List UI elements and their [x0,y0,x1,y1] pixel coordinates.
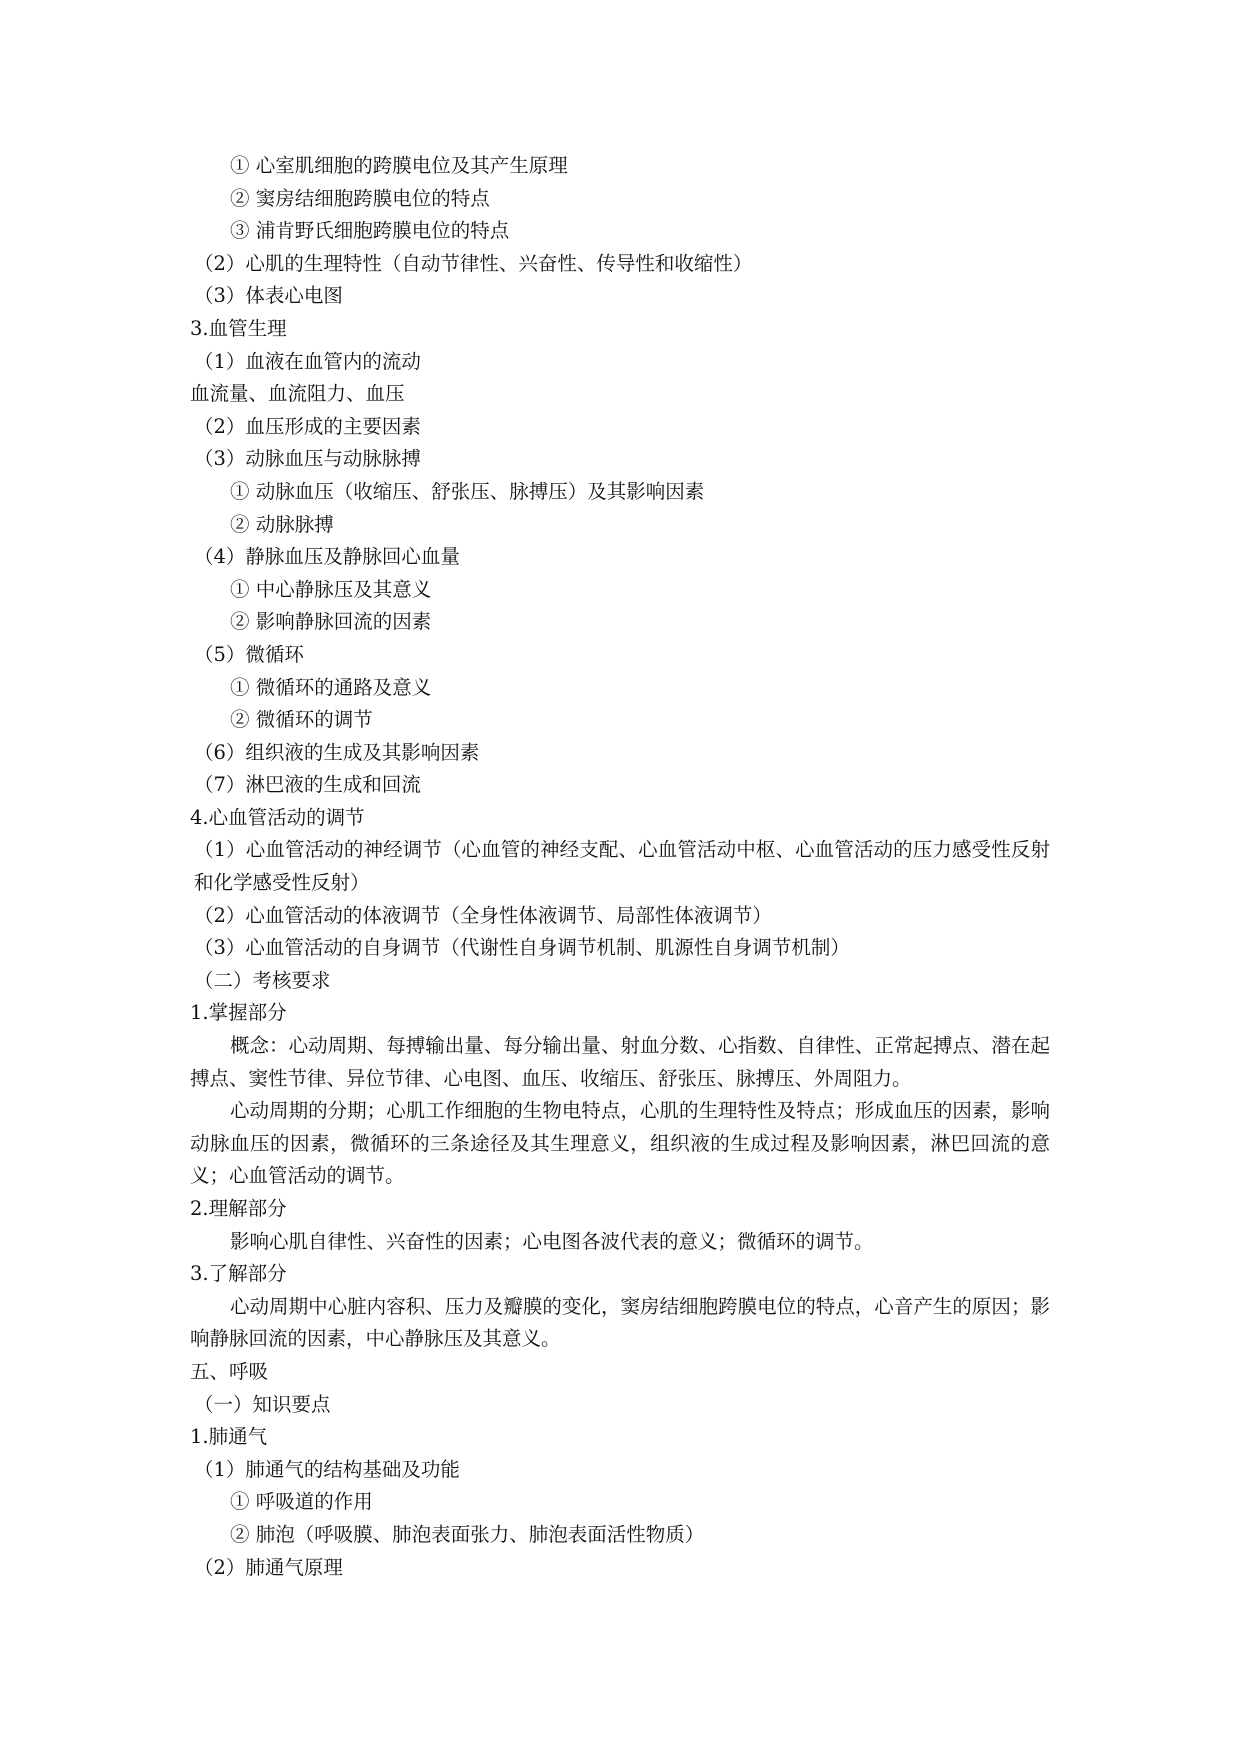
document-body [190,150,1050,1584]
text-line: 4.心血管活动的调节 [190,805,365,829]
text-line: ② 肺泡（呼吸膜、肺泡表面张力、肺泡表面活性物质） [230,1522,705,1546]
text-line: 1.肺通气 [190,1425,268,1449]
text-line: （6）组织液的生成及其影响因素 [194,740,480,764]
text-line: ② 微循环的调节 [230,708,373,732]
text-line: （7）淋巴液的生成和回流 [194,773,421,797]
text-line: 五、呼吸 [190,1359,269,1383]
text-line: 1.掌握部分 [190,1001,287,1025]
text-line: （3）心血管活动的自身调节（代谢性自身调节机制、肌源性自身调节机制） [194,936,850,960]
text-line: ① 动脉血压（收缩压、舒张压、脉搏压）及其影响因素 [230,479,705,503]
paragraph: 心动周期中心脏内容积、压力及瓣膜的变化，窦房结细胞跨膜电位的特点，心音产生的原因；影响静脉回流的因素，中心静脉压及其意义。 [190,1294,1050,1351]
text-line: 影响心肌自律性、兴奋性的因素；心电图各波代表的意义；微循环的调节。 [230,1229,874,1253]
text-line: ① 中心静脉压及其意义 [230,577,432,601]
text-line: （一）知识要点 [194,1392,331,1416]
paragraph: 心动周期的分期；心肌工作细胞的生物电特点，心肌的生理特性及特点；形成血压的因素，影响动脉血压的因素，微循环的三条途径及其生理意义，组织液的生成过程及影响因素，淋巴回流的意义；心血管活动的调节。 [190,1099,1050,1188]
paragraph: 概念：心动周期、每搏输出量、每分输出量、射血分数、心指数、自律性、正常起搏点、潜在起搏点、窦性节律、异位节律、心电图、血压、收缩压、舒张压、脉搏压、外周阻力。 [190,1034,1050,1090]
text-line: （二）考核要求 [194,968,331,992]
text-line: （5）微循环 [194,642,304,666]
text-line: （1）血液在血管内的流动 [194,349,421,373]
text-line: （2）心血管活动的体液调节（全身性体液调节、局部性体液调节） [194,903,772,927]
text-line: ③ 浦肯野氏细胞跨膜电位的特点 [230,219,510,243]
text-line: （1）肺通气的结构基础及功能 [194,1457,460,1481]
text-line: ② 窦房结细胞跨膜电位的特点 [230,186,490,210]
text-line: ① 微循环的通路及意义 [230,675,432,699]
text-line: 3.血管生理 [190,316,287,340]
text-line: ① 心室肌细胞的跨膜电位及其产生原理 [230,154,568,177]
text-line: （2）血压形成的主要因素 [194,414,421,438]
text-line: 3.了解部分 [190,1262,287,1286]
text-line: 血流量、血流阻力、血压 [190,382,405,406]
text-line: （3）动脉血压与动脉脉搏 [194,447,421,471]
text-line: 2.理解部分 [190,1197,287,1220]
text-line: ① 呼吸道的作用 [230,1490,373,1514]
paragraph: （1）心血管活动的神经调节（心血管的神经支配、心血管活动中枢、心血管活动的压力感受性反射和化学感受性反射） [194,838,1050,895]
text-line: ② 动脉脉搏 [230,512,334,536]
text-line: （4）静脉血压及静脉回心血量 [194,545,460,569]
text-line: （2）肺通气原理 [194,1555,343,1579]
text-line: （3）体表心电图 [194,284,343,308]
text-line: ② 影响静脉回流的因素 [230,610,432,634]
text-line: （2）心肌的生理特性（自动节律性、兴奋性、传导性和收缩性） [194,251,753,275]
